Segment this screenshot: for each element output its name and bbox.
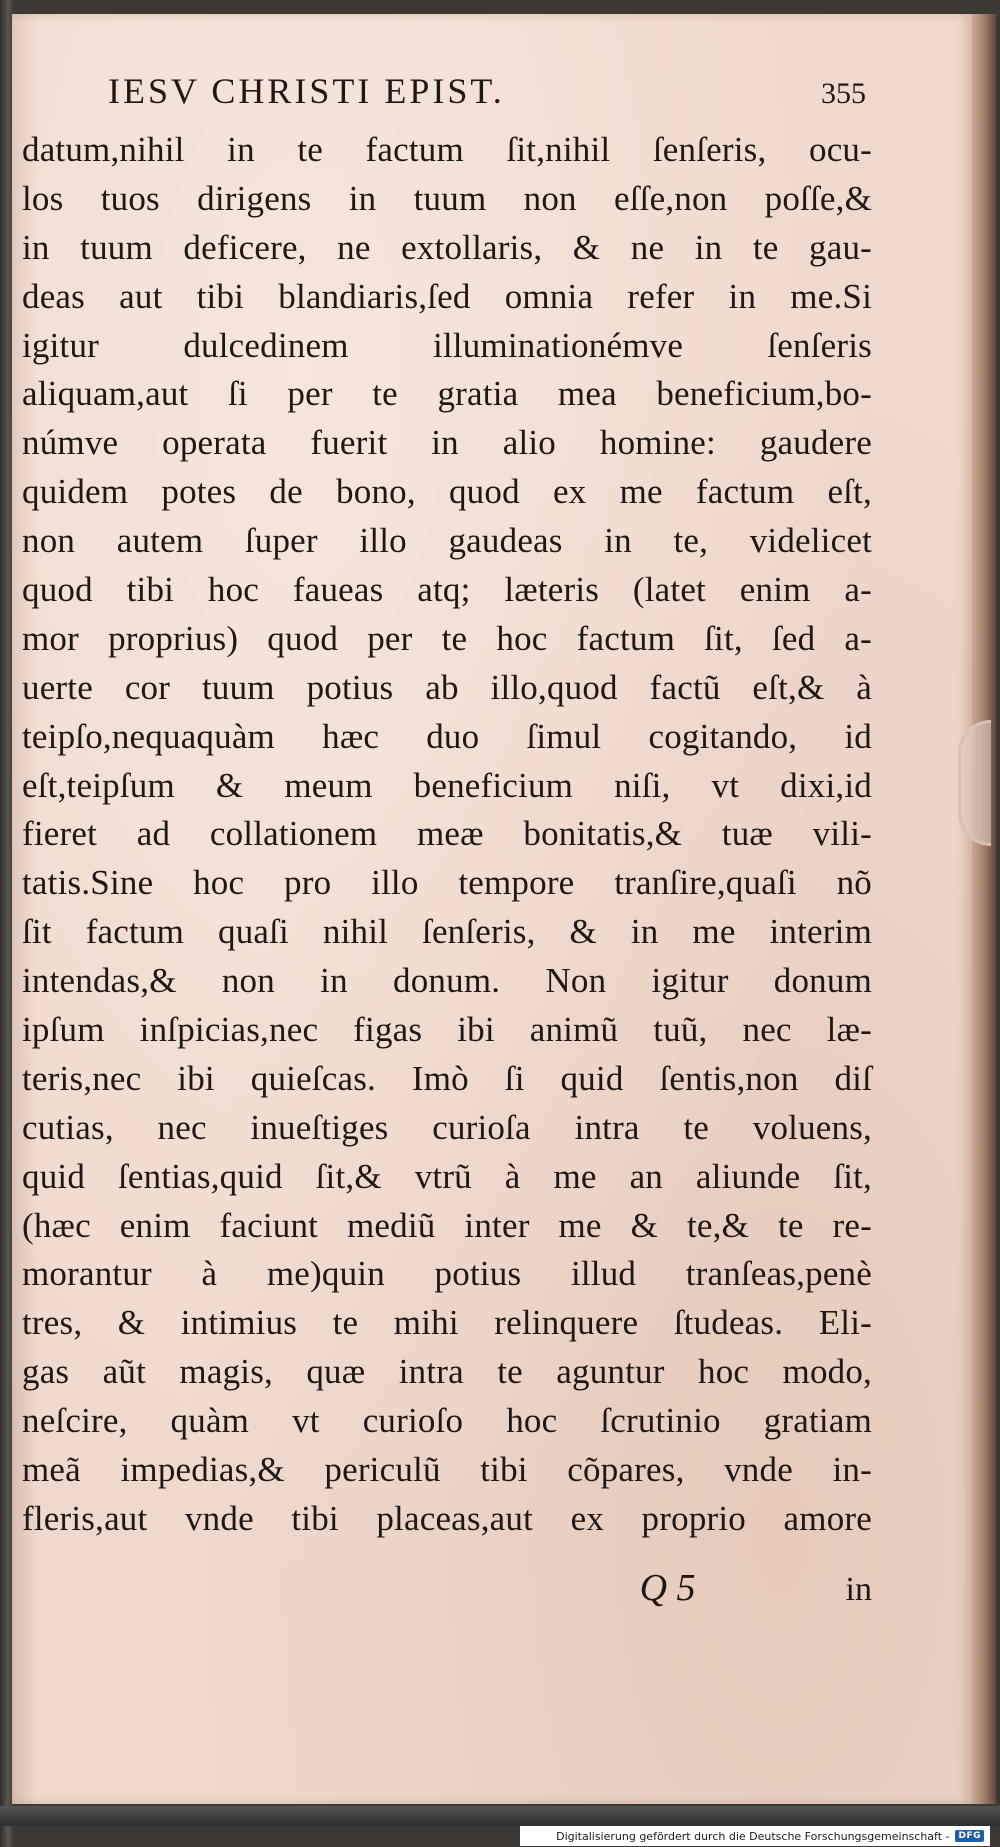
- text-line: teipſo,nequaquàm hæc duo ſimul cogitando, id: [22, 716, 872, 756]
- page-text: [22, 70, 872, 1610]
- text-line: intendas,& non in donum. Non igitur donum: [22, 961, 872, 1001]
- catchword: in: [845, 1570, 872, 1608]
- text-line: igitur dulcedinem illuminationémve ſenſeris: [22, 325, 872, 365]
- text-line: uerte cor tuum potius ab illo,quod factũ eſt,& à: [22, 667, 872, 707]
- text-line: eſt,teipſum & meum beneficium niſi, vt dixi,id: [22, 765, 872, 805]
- text-line: deas aut tibi blandiaris,ſed omnia refer in me.Si: [22, 276, 872, 316]
- signature-mark: Q 5: [639, 1566, 696, 1609]
- text-line: gas aũt magis, quæ intra te aguntur hoc modo,: [22, 1352, 872, 1392]
- text-line: neſcire, quàm vt curioſo hoc ſcrutinio gratiam: [22, 1401, 872, 1441]
- text-line: tres, & intimius te mihi relinquere ſtudeas. Eli-: [22, 1303, 872, 1343]
- text-line: teris,nec ibi quieſcas. Imò ſi quid ſentis,non diſ: [22, 1058, 872, 1098]
- text-line: non autem ſuper illo gaudeas in te, videlicet: [22, 521, 872, 561]
- text-line: mor proprius) quod per te hoc factum ſit, ſed a-: [22, 618, 872, 658]
- page-footer: [22, 1566, 872, 1610]
- text-line: meã impedias,& periculũ tibi cõpares, vnde in-: [22, 1450, 872, 1490]
- text-line: in tuum deficere, ne extollaris, & ne in te gau-: [22, 227, 872, 267]
- scan-bottom-band: [0, 1806, 1000, 1826]
- text-line: quidem potes de bono, quod ex me factum eſt,: [22, 472, 872, 512]
- digitization-credit: [520, 1826, 990, 1846]
- page-clip: [958, 720, 991, 846]
- page-edge: [972, 14, 996, 1804]
- text-line: aliquam,aut ſi per te gratia mea beneficium,bo-: [22, 374, 872, 414]
- text-line: quod tibi hoc faueas atq; læteris (latet enim a-: [22, 570, 872, 610]
- page-number: 355: [821, 77, 866, 110]
- credit-text: Digitalisierung gefördert durch die Deutsche Forschungsgemeinschaft -: [556, 1829, 950, 1843]
- body-text: [22, 126, 872, 1544]
- text-line: cutias, nec inueſtiges curioſa intra te voluens,: [22, 1107, 872, 1147]
- running-head: [22, 70, 872, 126]
- text-line: (hæc enim faciunt mediũ inter me & te,& te re-: [22, 1205, 872, 1245]
- text-line: fleris,aut vnde tibi placeas,aut ex proprio amore: [22, 1498, 872, 1538]
- text-line: los tuos dirigens in tuum non eſſe,non poſſe,&: [22, 178, 872, 218]
- running-title: IESV CHRISTI EPIST.: [108, 71, 505, 111]
- text-line: tatis.Sine hoc pro illo tempore tranſire,quaſi nõ: [22, 863, 872, 903]
- text-line: fieret ad collationem meæ bonitatis,& tuæ vili-: [22, 814, 872, 854]
- text-line: quid ſentias,quid ſit,& vtrũ à me an aliunde ſit,: [22, 1156, 872, 1196]
- text-line: morantur à me)quin potius illud tranſeas,penè: [22, 1254, 872, 1294]
- text-line: ſit factum quaſi nihil ſenſeris, & in me interim: [22, 912, 872, 952]
- dfg-logo: DFG: [955, 1830, 984, 1842]
- text-line: númve operata fuerit in alio homine: gaudere: [22, 423, 872, 463]
- text-line: ipſum inſpicias,nec figas ibi animũ tuũ, nec læ-: [22, 1010, 872, 1050]
- text-line: datum,nihil in te factum ſit,nihil ſenſeris, ocu-: [22, 130, 872, 169]
